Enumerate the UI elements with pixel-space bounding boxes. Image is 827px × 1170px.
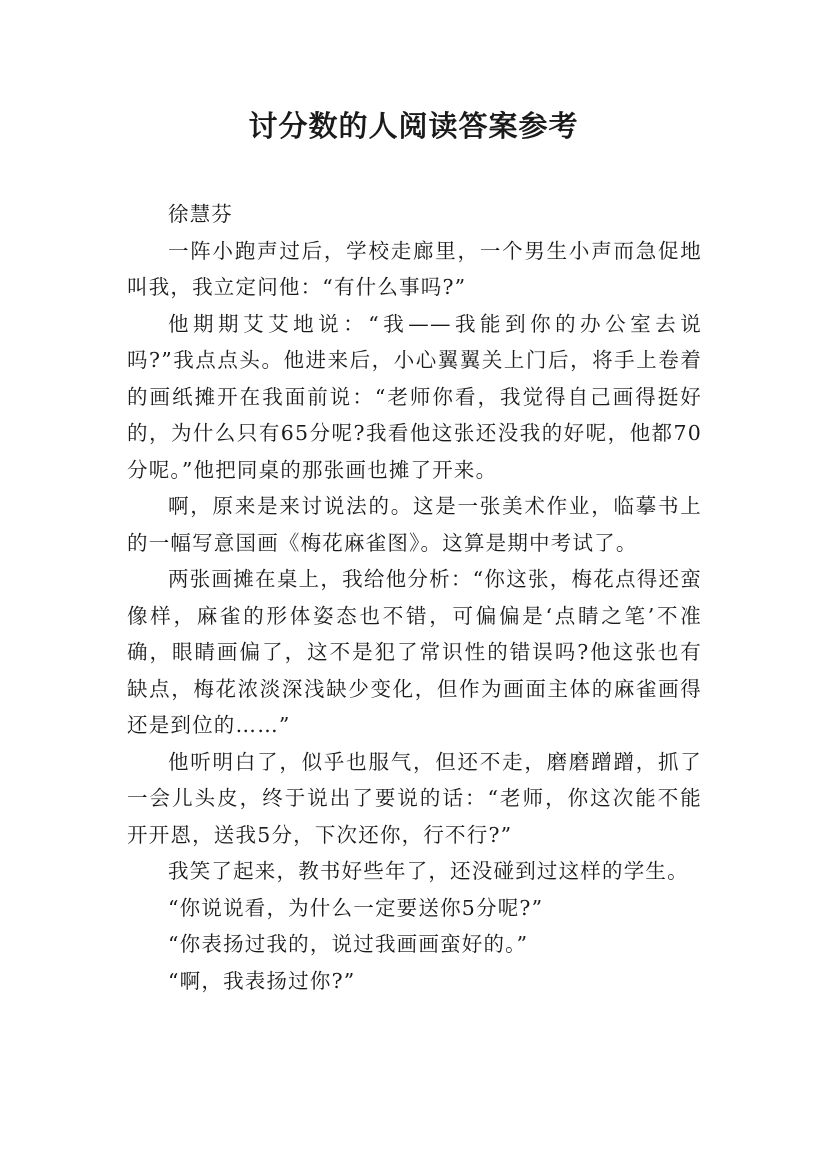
paragraph: “你表扬过我的，说过我画画蛮好的。” <box>168 932 529 956</box>
paragraph: 他听明白了，似乎也服气，但还不走，磨磨蹭蹭，抓了一会儿头皮，终于说出了要说的话：“老师，你这次能不能开开恩，送我5分，下次还你，行不行?” <box>127 749 702 847</box>
paragraph: “啊，我表扬过你?” <box>168 968 356 993</box>
paragraph: 啊，原来是来讨说法的。这是一张美术作业，临摹书上的一幅写意国画《梅花麻雀图》。这算是期中考试了。 <box>127 494 702 555</box>
paragraph: 两张画摊在桌上，我给他分析：“你这张，梅花点得还蛮像样，麻雀的形体姿态也不错，可偏偏是‘点睛之笔’不准确，眼睛画偏了，这不是犯了常识性的错误吗?他这张也有缺点，梅花浓淡深浅缺少变化，但作为画面主体的麻雀画得还是到位的……” <box>127 567 702 737</box>
article-body <box>127 196 702 999</box>
paragraph: 我笑了起来，教书好些年了，还没碰到过这样的学生。 <box>168 859 689 883</box>
document-title: 讨分数的人阅读答案参考 <box>248 109 579 143</box>
paragraph: 一阵小跑声过后，学校走廊里，一个男生小声而急促地叫我，我立定问他：“有什么事吗?” <box>127 238 702 299</box>
paragraph: “你说说看，为什么一定要送你5分呢?” <box>168 895 544 920</box>
author-line: 徐慧芬 <box>168 202 234 226</box>
paragraph: 他期期艾艾地说：“我——我能到你的办公室去说吗?”我点点头。他进来后，小心翼翼关上门后，将手上卷着的画纸摊开在我面前说：“老师你看，我觉得自己画得挺好的，为什么只有65分呢?我看他这张还没我的好呢，他都70分呢。”他把同桌的那张画也摊了开来。 <box>127 311 702 482</box>
